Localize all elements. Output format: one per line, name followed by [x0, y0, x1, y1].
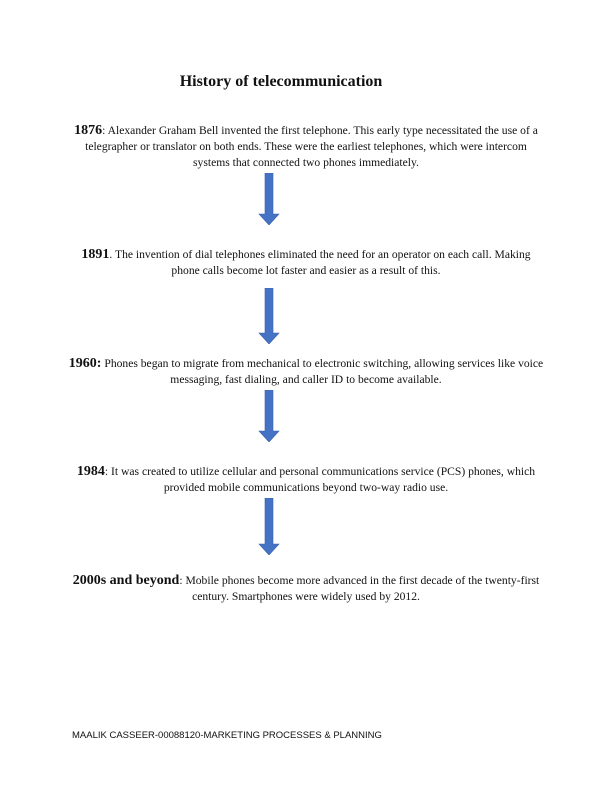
entry-year: 1891: [81, 247, 110, 262]
entry-separator: :: [179, 574, 183, 587]
entry-year: 1876: [74, 123, 103, 138]
timeline-entry-1984: [68, 464, 544, 496]
down-arrow-icon: [258, 173, 280, 225]
timeline-entry-2000s: [68, 573, 544, 605]
down-arrow-icon: [258, 498, 280, 555]
page-title: History of telecommunication: [179, 73, 383, 90]
entry-separator: .: [109, 248, 113, 261]
page-footer: MAALIK CASSEER-00088120-MARKETING PROCESSES & PLANNING: [72, 730, 382, 741]
entry-year: 1960:: [68, 356, 102, 371]
entry-separator: :: [104, 465, 109, 478]
entry-text: It was created to utilize cellular and personal communications service (PCS) phones, which provided mobile communications beyond two-way radio use.: [108, 465, 536, 494]
down-arrow-icon: [258, 288, 280, 344]
timeline-entry-1876: [68, 123, 544, 171]
timeline-entry-1891: [68, 247, 544, 279]
down-arrow-icon: [258, 390, 280, 442]
entry-year: 2000s and beyond: [72, 573, 180, 588]
entry-text: Alexander Graham Bell invented the first telephone. This early type necessitated the use of a telegrapher or translator on both ends. These were the earliest telephones, which were intercom systems that connected two phones immediately.: [85, 124, 538, 169]
entry-text: Phones began to migrate from mechanical to electronic switching, allowing services like voice messaging, fast dialing, and caller ID to become available.: [101, 357, 544, 386]
entry-separator: :: [102, 124, 106, 137]
entry-text: Mobile phones become more advanced in the first decade of the twenty-first century. Smartphones were widely used by 2012.: [182, 574, 540, 603]
entry-year: 1984: [76, 464, 105, 479]
entry-text: The invention of dial telephones eliminated the need for an operator on each call. Making phone calls become lot faster and easier as a result of this.: [112, 248, 531, 277]
timeline-entry-1960: [68, 356, 544, 388]
